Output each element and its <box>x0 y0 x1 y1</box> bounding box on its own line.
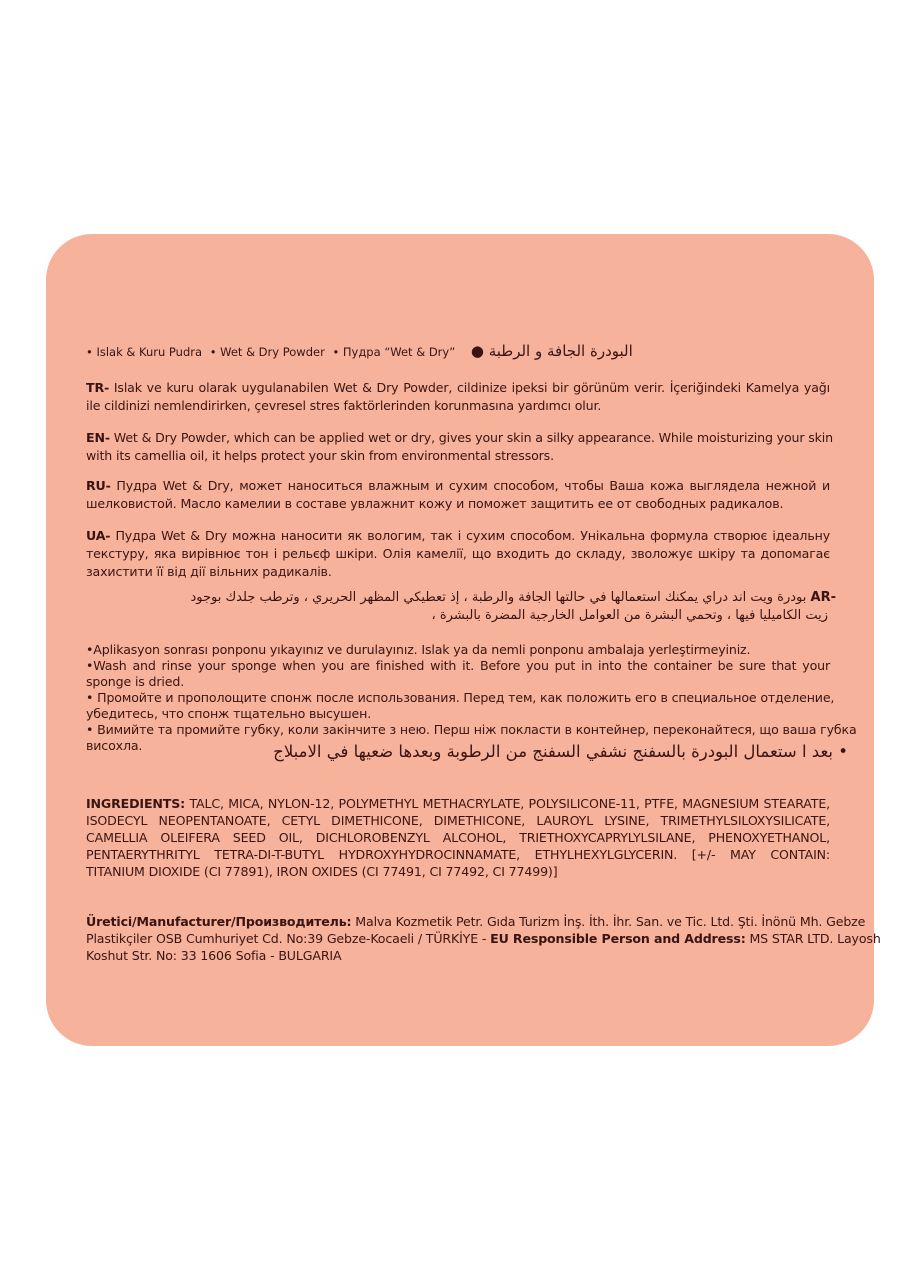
ua-description-line: захистити її від дії вільних радикалів. <box>86 564 332 579</box>
product-name-tr: • Islak & Kuru Pudra <box>86 345 203 359</box>
ar-description-line: AR- بودرة ويت اند دراي يمكنك استعمالها في حالتها الجافة والرطبة ، إذ تعطيكي المظهر الحريري ، وترطب جلدك بوجود <box>190 590 836 605</box>
ingredients-label: INGREDIENTS: <box>86 796 186 811</box>
ingredients-line: ISODECYL NEOPENTANOATE, CETYL DIMETHICONE, DIMETHICONE, LAUROYL LYSINE, TRIMETHYLSILOXYSILICATE, <box>86 813 830 828</box>
product-name-ar: البودرة الجافة و الرطبة ● <box>470 342 633 360</box>
sponge-instruction-en: sponge is dried. <box>86 674 185 689</box>
sponge-instruction-ua: висохла. <box>86 738 143 753</box>
ru-description-line: шелковистой. Масло камелии в составе увлажнит кожу и поможет защитить ее от свободных радикалов. <box>86 496 784 511</box>
product-name-ru: • Пудра “Wet & Dry” <box>332 345 456 359</box>
sponge-instruction-tr: •Aplikasyon sonrası ponponu yıkayınız ve durulayınız. Islak ya da nemli ponponu ambalaja yerleştirmeyiniz. <box>86 642 751 657</box>
ingredients-line: INGREDIENTS: TALC, MICA, NYLON-12, POLYMETHYL METHACRYLATE, POLYSILICONE-11, PTFE, MAGNESIUM STEARATE, <box>86 796 830 811</box>
sponge-instruction-ua: • Вимийте та промийте губку, коли закінчите з нею. Перш ніж покласти в контейнер, переконайтеся, що ваша губка <box>86 722 857 737</box>
product-name-en: • Wet & Dry Powder <box>209 345 325 359</box>
ua-description-line: текстуру, яка вирівнює тон і рельєф шкіри. Олія камелії, що входить до складу, зволожує шкіру та допомагає <box>86 546 830 561</box>
tr-description-line: TR- Islak ve kuru olarak uygulanabilen Wet & Dry Powder, cildinize ipeksi bir görünüm verir. İçeriğindeki Kamelya yağı <box>86 380 830 395</box>
ingredients-line: CAMELLIA OLEIFERA SEED OIL, DICHLOROBENZYL ALCOHOL, TRIETHOXYCAPRYLYLSILANE, PHENOXYETHANOL, <box>86 830 830 845</box>
tr-description-line: ile cildinizi nemlendirirken, çevresel stres faktörlerinden korunmasına yardımcı olur. <box>86 398 602 413</box>
sponge-instruction-ru: • Промойте и прополощите спонж после использования. Перед тем, как положить его в специальное отделение, <box>86 690 835 705</box>
en-description-line: with its camellia oil, it helps protect your skin from environmental stressors. <box>86 448 554 463</box>
sponge-instruction-ru: убедитесь, что спонж тщательно высушен. <box>86 706 372 721</box>
ar-prefix: AR- <box>810 590 836 605</box>
manufacturer-label: Üretici/Manufacturer/Производитель: <box>86 914 352 929</box>
en-description-line: EN- Wet & Dry Powder, which can be applied wet or dry, gives your skin a silky appearance. While moisturizing your skin <box>86 430 833 445</box>
ru-description-line: RU- Пудра Wet & Dry, может наноситься влажным и сухим способом, чтобы Ваша кожа выглядела нежной и <box>86 478 830 493</box>
en-prefix: EN- <box>86 430 110 445</box>
eu-responsible-label: EU Responsible Person and Address: <box>490 931 746 946</box>
ingredients-line: TITANIUM DIOXIDE (CI 77891), IRON OXIDES (CI 77491, CI 77492, CI 77499)] <box>86 864 558 879</box>
ar-description-line: زيت الكاميليا فيها ، وتحمي البشرة من العوامل الخارجية المضرة بالبشرة ، <box>431 608 828 623</box>
tr-prefix: TR- <box>86 380 110 395</box>
sponge-instruction-ar: • بعد ا ستعمال البودرة بالسفنج نشفي السفنج من الرطوبة وبعدها ضعيها في الامبلاج <box>273 742 848 761</box>
ru-prefix: RU- <box>86 478 111 493</box>
label-card <box>46 234 881 1046</box>
manufacturer-line: Üretici/Manufacturer/Производитель: Malva Kozmetik Petr. Gıda Turizm İnş. İth. İhr. San. ve Tic. Ltd. Şti. İnönü Mh. Gebze <box>86 914 866 929</box>
ua-description-line: UA- Пудра Wet & Dry можна наносити як вологим, так і сухим способом. Унікальна формула створює ідеальну <box>86 528 830 543</box>
manufacturer-line: Plastikçiler OSB Cumhuriyet Cd. No:39 Gebze-Kocaeli / TÜRKİYE - EU Responsible Person and Address: MS STAR LTD. Layosh <box>86 931 881 946</box>
ingredients-line: PENTAERYTHRITYL TETRA-DI-T-BUTYL HYDROXYHYDROCINNAMATE, ETHYLHEXYLGLYCERIN. [+/- MAY CONTAIN: <box>86 847 830 862</box>
manufacturer-line: Koshut Str. No: 33 1606 Sofia - BULGARIA <box>86 948 342 963</box>
sponge-instruction-en: •Wash and rinse your sponge when you are finished with it. Before you put in into the container be sure that your <box>86 658 830 673</box>
ua-prefix: UA- <box>86 528 111 543</box>
product-names <box>86 342 637 360</box>
